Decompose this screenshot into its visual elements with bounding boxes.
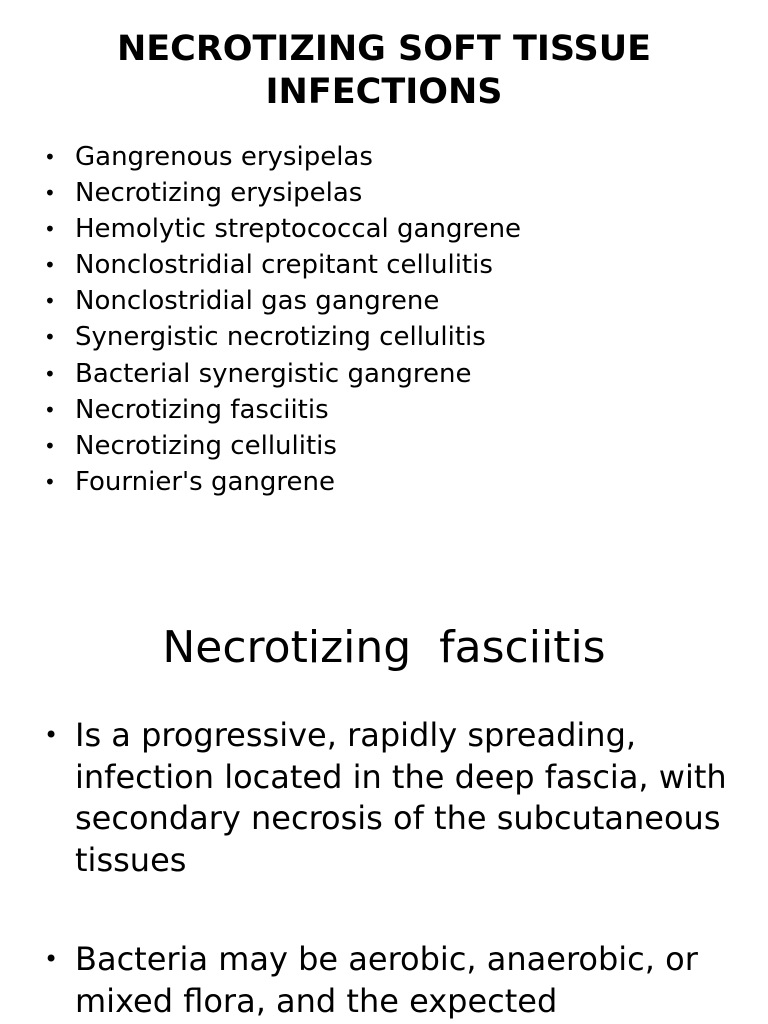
list-item-text: Necrotizing erysipelas [75,178,363,209]
bullet-icon: • [44,433,56,458]
bullet-icon: • [44,289,56,314]
list-item-text: Is a progressive, rapidly spreading, infection located in the deep fascia, with secondary necrosis of the subcutaneous tissues [75,716,727,879]
list-item-text: Synergistic necrotizing cellulitis [75,322,486,353]
list-item-text: Hemolytic streptococcal gangrene [75,214,522,245]
list-item [0,177,768,213]
list-item-text: Fournier's gangrene [75,466,335,497]
list-item [0,466,768,502]
list-item [0,358,768,394]
list-item [0,394,768,430]
fasciitis-bullets-list [0,715,768,1024]
list-item-text: Bacterial synergistic gangrene [75,358,472,389]
list-item-text: Necrotizing fasciitis [75,394,329,425]
list-item [0,285,768,321]
list-item-text: Nonclostridial crepitant cellulitis [75,250,493,281]
bullet-icon: • [44,181,56,206]
slide-necrotizing-fasciitis [0,560,768,1024]
bullet-icon: • [44,145,56,169]
bullet-icon: • [44,325,56,350]
slide-title-line-2: INFECTIONS [265,72,503,112]
list-item [0,939,768,1022]
list-item [0,141,768,177]
bullet-icon: • [44,469,56,494]
list-item-text: Bacteria may be aerobic, anaerobic, or mixed flora, and the expected [75,940,698,1020]
bullet-icon: • [44,361,56,386]
list-item [0,430,768,466]
list-item-text: Gangrenous erysipelas [75,142,373,172]
list-item-text: Nonclostridial gas gangrene [75,286,440,317]
bullet-icon: • [44,945,59,973]
infection-types-list [0,141,768,502]
slide-title: Necrotizing fasciitis [162,622,606,673]
list-item [0,715,768,881]
list-item-text: Necrotizing cellulitis [75,430,337,461]
slide-title-line-1: NECROTIZING SOFT TISSUE [116,29,652,69]
list-item [0,249,768,285]
bullet-icon: • [44,253,56,278]
bullet-icon: • [44,721,59,749]
list-item [0,321,768,357]
bullet-icon: • [44,397,56,422]
list-item [0,213,768,249]
bullet-icon: • [44,217,56,242]
slide-title [0,28,768,114]
